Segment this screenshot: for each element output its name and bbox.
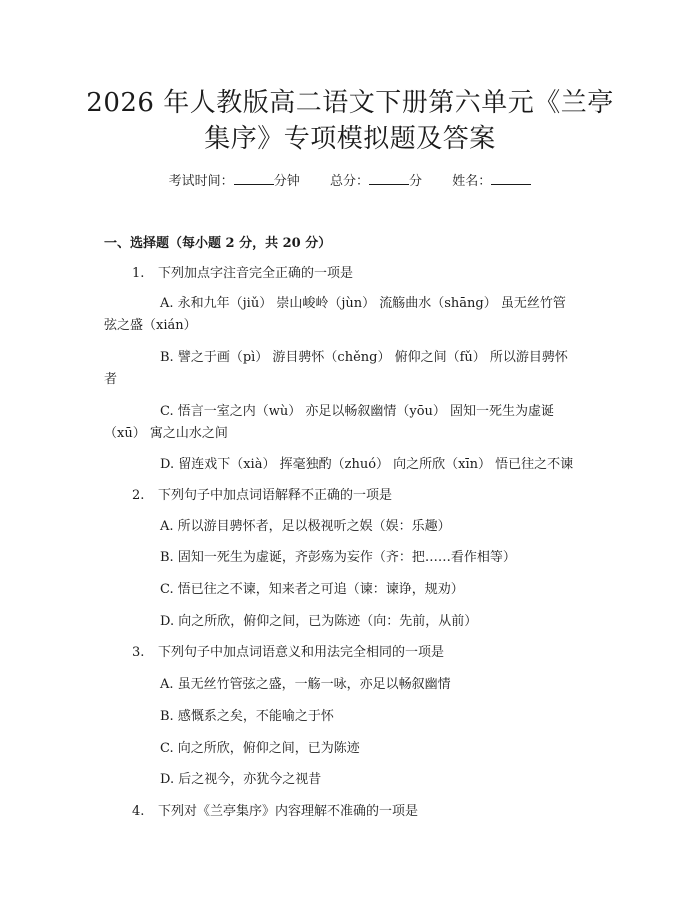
q3-option-a: A. 虽无丝竹管弦之盛，一觞一咏，亦足以畅叙幽情 (160, 677, 451, 692)
question-4 (132, 800, 418, 819)
exam-time-blank (234, 172, 274, 185)
document-title-line-1: 2026 年人教版高二语文下册第六单元《兰亭 (86, 88, 614, 118)
total-score-label: 总分： (329, 174, 369, 189)
question-number: 1. (132, 266, 145, 281)
document-title-line-2: 集序》专项模拟题及答案 (204, 124, 496, 154)
question-3 (132, 641, 444, 660)
q3-option-d: D. 后之视今，亦犹今之视昔 (160, 772, 322, 787)
q1-option-a: A. 永和九年（jiǔ） 崇山峻岭（jùn） 流觞曲水（shāng） 虽无丝竹管 (160, 296, 566, 311)
question-stem: 下列句子中加点词语解释不正确的一项是 (158, 488, 393, 503)
exam-info-row (0, 170, 700, 189)
q2-option-c: C. 悟已往之不谏，知来者之可追（谏：谏诤，规劝） (160, 582, 464, 597)
q3-option-b: B. 感慨系之矣，不能喻之于怀 (160, 709, 334, 724)
total-score-blank (369, 172, 409, 185)
q2-option-a: A. 所以游目骋怀者，足以极视听之娱（娱：乐趣） (160, 519, 451, 534)
q1-option-b-continued: 者 (104, 372, 118, 387)
q1-option-c: C. 悟言一室之内（wù） 亦足以畅叙幽情（yōu） 固知一死生为虚诞 (160, 404, 555, 419)
q1-option-a-continued: 弦之盛（xián） (104, 318, 197, 333)
name-blank (491, 172, 531, 185)
q1-option-b: B. 譬之于画（pì） 游目骋怀（chěng） 俯仰之间（fǔ） 所以游目骋怀 (160, 350, 568, 365)
section-heading-choice: 一、选择题（每小题 2 分，共 20 分） (104, 236, 332, 251)
q2-option-b: B. 固知一死生为虚诞，齐彭殇为妄作（齐：把……看作相等） (160, 550, 516, 565)
exam-time-label: 考试时间： (168, 174, 234, 189)
total-score-unit: 分 (409, 174, 423, 189)
question-1 (132, 262, 353, 281)
question-number: 2. (132, 488, 145, 503)
question-2 (132, 484, 392, 503)
question-number: 4. (132, 804, 145, 819)
q1-option-c-continued: （xū） 寓之山水之间 (104, 426, 228, 441)
question-stem: 下列对《兰亭集序》内容理解不准确的一项是 (158, 804, 419, 819)
question-number: 3. (132, 645, 145, 660)
question-stem: 下列加点字注音完全正确的一项是 (158, 266, 354, 281)
q2-option-d: D. 向之所欣，俯仰之间，已为陈迹（向：先前，从前） (160, 614, 478, 629)
question-stem: 下列句子中加点词语意义和用法完全相同的一项是 (158, 645, 445, 660)
name-label: 姓名： (452, 174, 492, 189)
q3-option-c: C. 向之所欣，俯仰之间，已为陈迹 (160, 741, 360, 756)
q1-option-d: D. 留连戏下（xià） 挥毫独酌（zhuó） 向之所欣（xīn） 悟已往之不谏 (160, 457, 574, 472)
exam-time-unit: 分钟 (273, 174, 300, 189)
